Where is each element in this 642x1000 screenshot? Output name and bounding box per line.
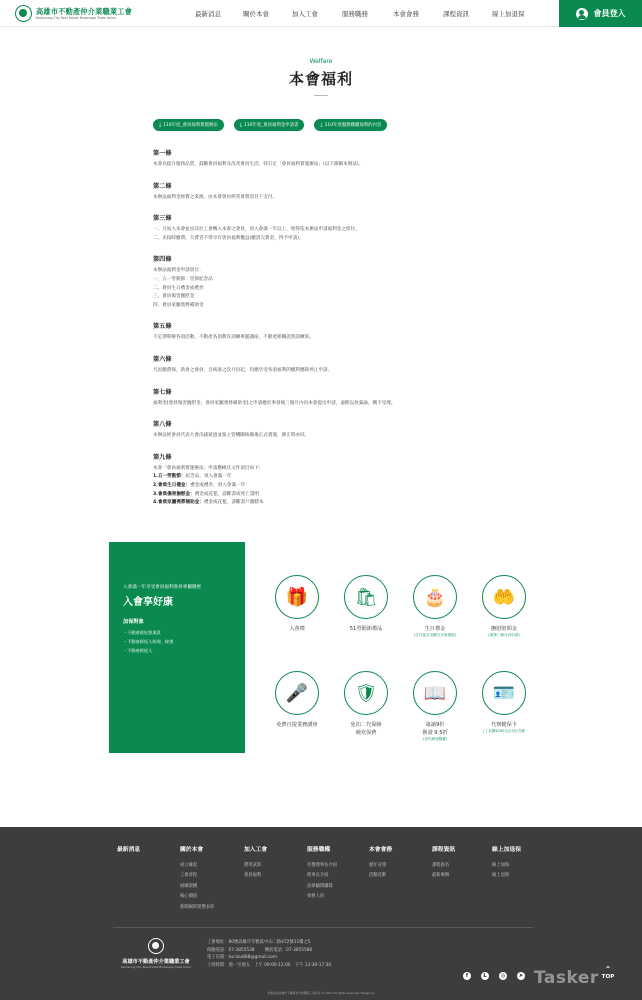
footer-col-about: 關於本會 成立緣起 工會章程 組織架構 核心價值 新聞稿與榮譽表彰	[180, 844, 214, 913]
footer-logo: 高雄市不動產仲介業職業工會 Kaohsiung City Real Estate Brokerage Trade Union	[117, 938, 195, 969]
article	[153, 452, 493, 508]
nav-join[interactable]: 加入工會	[292, 10, 318, 18]
article-heading: 第二條	[153, 182, 172, 190]
footer-link[interactable]: 課程報名	[432, 863, 450, 868]
footer-link[interactable]: 線上加保	[492, 863, 510, 868]
copyright-text: 本網站為高雄市不動產仲介業職業工會所有 © 2021 All rights reserved. Design by	[267, 991, 375, 995]
nav-courses[interactable]: 課程資訊	[443, 10, 469, 18]
footer-link[interactable]: 組織架構	[180, 883, 198, 889]
article	[153, 254, 493, 310]
target-item: ・不動產經紀營業員	[123, 630, 161, 635]
download-icon: ⤓	[320, 122, 323, 128]
target-heading: 加保對象	[123, 619, 144, 625]
telegram-icon[interactable]: ➤	[518, 973, 524, 979]
article-heading: 第三條	[153, 215, 172, 223]
download-buttons	[153, 119, 387, 131]
back-to-top-button[interactable]: ⌃ TOP	[596, 966, 620, 980]
article-list-item: 1.五一勞動節：紀念品，須入會滿一年	[153, 474, 232, 480]
footer-link-news[interactable]: 最新消息	[117, 847, 141, 853]
tasker-watermark: Tasker	[534, 968, 599, 988]
article-text: 二、未按時繳費、欠費者不得享有會員福利權益(繳清欠費者，得予申請)。	[153, 235, 304, 241]
benefit-insurance: 🛡 免扣二代保險 補充保費	[331, 671, 401, 737]
promo-title: 入會享好康	[123, 597, 173, 608]
footer-link[interactable]: 會員福利	[244, 873, 262, 879]
footer-link[interactable]: 核心價值	[180, 894, 198, 900]
footer-hours: 上班時間：週一至週五 上午 09:00-12:00 下午 13:30-17:30	[207, 962, 332, 968]
site-footer	[0, 827, 642, 1000]
article-heading: 第九條	[153, 453, 172, 461]
footer-contact-info	[207, 939, 331, 969]
footer-link[interactable]: 工會章程	[180, 873, 198, 879]
site-header	[0, 0, 642, 27]
footer-link[interactable]: 活動花絮	[369, 873, 387, 879]
article-text: 二、會員生日禮金或禮券	[153, 285, 204, 291]
footer-col-affairs: 本會會務 歷年宣導 活動花絮	[369, 844, 392, 882]
article-text: 福利金[會員傷害撫慰金、會員家屬喪葬補助金]之申請應於事發後三個月內向本會提出申請，逾期以放棄論，概不受理。	[153, 400, 396, 406]
podium-icon: 🎤	[275, 671, 319, 715]
social-links	[463, 972, 525, 980]
article	[153, 354, 493, 376]
logo-subtitle: Kaohsiung City Real Estate Brokerage Trade Union	[36, 16, 117, 20]
user-icon	[576, 8, 588, 20]
article-heading: 第一條	[153, 150, 172, 157]
footer-link[interactable]: 最新專輯	[432, 873, 450, 879]
footer-link[interactable]: 會務人員	[307, 894, 325, 900]
article	[153, 213, 493, 243]
footer-col-services: 服務職權 名譽理事長介紹 理事長介紹 法律顧問團隊 會務人員	[307, 844, 337, 903]
footer-col-courses: 課程資訊 課程報名 最新專輯	[432, 844, 455, 882]
article-heading: 第七條	[153, 388, 172, 396]
article	[153, 148, 493, 170]
footer-divider	[113, 927, 533, 928]
union-logo-icon	[148, 938, 164, 954]
article-list-item: 4.會員家屬喪葬補助金：禮金或花籃，診斷書戶籍謄本	[153, 500, 264, 506]
download-button-welfare-rules[interactable]: ⤓ 110年度_會員福利實施辦法	[153, 119, 224, 131]
footer-link[interactable]: 線上退保	[492, 873, 510, 879]
footer-email[interactable]: 電子信箱：ksciou888@gmail.com	[207, 955, 278, 961]
page-title: 本會福利	[288, 70, 353, 88]
benefit-birthday: 🎂 生日禮金 (生日當月至隔月月底領取)	[400, 575, 470, 638]
union-logo-icon	[15, 5, 32, 22]
instagram-icon[interactable]: ◎	[500, 973, 506, 979]
shopping-bag-icon: 🛍	[344, 575, 388, 619]
target-item: ・不動產經紀人助理、秘書	[123, 639, 174, 644]
article-text: 不定期舉辦各項活動，不動產各項教育訓練專題講座，不動產相關證照訓練班。	[153, 335, 314, 341]
footer-link[interactable]: 新聞稿與榮譽表彰	[180, 904, 215, 910]
article	[153, 321, 493, 343]
page-eyebrow: Welfare	[309, 58, 333, 65]
footer-address: 工會地址：80號高雄市苓雅區中山二路472號11樓之5	[207, 940, 311, 945]
member-login-button[interactable]	[559, 0, 642, 27]
article-heading: 第八條	[153, 421, 172, 429]
benefit-consolation: 🤲 撫慰賠問金 (事發三個月內申請)	[469, 575, 539, 638]
title-divider	[314, 95, 328, 96]
footer-link[interactable]: 歷年宣導	[369, 863, 387, 868]
article	[153, 419, 493, 441]
download-icon: ⤓	[239, 122, 242, 128]
article	[153, 387, 493, 409]
article-text: 一、五一勞動節：里節紀念品	[153, 276, 213, 282]
article-text: 本會「會員福利實施辦法」申請應檢具文件項目如下:	[153, 465, 261, 471]
gift-icon: 🎁	[275, 575, 319, 619]
footer-link[interactable]: 費用試算	[244, 863, 262, 868]
article-text: 凡因繳費保，新會之會員，自核准之次月份起，均應享受各項福利的權利應缺停止申請。	[153, 367, 333, 373]
article-text: 本辦法福利金申請項目：	[153, 268, 204, 274]
benefit-labor-day: 🛍 51勞動節禮品	[331, 575, 401, 633]
article-text: 三、會員傷害撫慰金	[153, 294, 195, 300]
logo-title: 高雄市不動產仲介業職業工會	[36, 7, 133, 16]
footer-col-insurance: 線上加退保 線上加保 線上退保	[492, 844, 521, 882]
footer-col-news	[117, 844, 140, 861]
nav-services[interactable]: 服務職務	[342, 10, 368, 18]
article-heading: 第六條	[153, 355, 172, 363]
chevron-up-icon: ⌃	[604, 965, 612, 974]
birthday-cake-icon: 🎂	[413, 575, 457, 619]
line-icon[interactable]: L	[481, 972, 489, 980]
id-card-icon: 🪪	[482, 671, 526, 715]
book-icon: 📖	[413, 671, 457, 715]
article-text: 本辦法福利金經費之來源，由本會會員經常會費項目下支付。	[153, 194, 278, 200]
benefit-join-gift: 🎁 入會禮	[262, 575, 332, 633]
facebook-icon[interactable]: f	[463, 972, 471, 980]
nav-insurance[interactable]: 線上加退保	[492, 10, 525, 18]
article-list-item: 3.會員傷害撫慰金：禮金或花籃，診斷書或死亡證明	[153, 491, 260, 497]
footer-link[interactable]: 理事長介紹	[307, 873, 329, 879]
footer-link[interactable]: 成立緣起	[180, 863, 198, 868]
welfare-benefits-section	[109, 542, 531, 753]
care-hands-icon: 🤲	[482, 575, 526, 619]
benefit-license-discount: 📖 築讀9折 換證 9.5折 (含代辦登錄費)	[400, 671, 470, 742]
article	[153, 181, 493, 203]
download-button-service-content[interactable]: ⤓ 110年度服務職權福利的內容	[314, 119, 387, 131]
benefit-free-lecture: 🎤 免費自提業務講座	[262, 671, 332, 729]
site-logo[interactable]	[15, 5, 132, 22]
benefit-health-card: 🪪 代辦健保卡 (工本費$200元自付)/含郵	[469, 671, 539, 734]
login-label: 會員登入	[593, 9, 626, 18]
main-nav	[195, 9, 532, 18]
article-text: 四、會員家屬喪葬補助金	[153, 302, 204, 308]
footer-col-join: 加入工會 費用試算 會員福利	[244, 844, 267, 882]
footer-phone: 保險電話：07-3855538 傳真電話：07-3855586	[207, 947, 313, 953]
download-button-application[interactable]: ⤓ 110年度_會員福利金申請書	[234, 119, 305, 131]
welfare-promo-panel	[109, 542, 245, 753]
article-heading: 第四條	[153, 256, 172, 264]
footer-link[interactable]: 名譽理事長介紹	[307, 863, 338, 868]
footer-link[interactable]: 法律顧問團隊	[307, 883, 333, 889]
welfare-articles	[153, 148, 493, 519]
promo-subtitle: 入會滿一年享受會員福利會員專屬優惠	[123, 585, 202, 590]
download-icon: ⤓	[159, 122, 162, 128]
article-list-item: 2.會員生日禮金：禮金或禮券，須入會滿一年	[153, 482, 246, 488]
article-text: 本辦法經會員代表大會決議通過並報主管機關核備後正式實施，修正時亦同。	[153, 433, 310, 439]
nav-affairs[interactable]: 本會會務	[393, 10, 419, 18]
nav-about[interactable]: 關於本會	[243, 10, 269, 18]
target-item: ・不動產經紀人	[123, 648, 153, 653]
article-text: 本會為提升服務品質，鼓勵會員福利及改善會員生活，特訂定「會員福利實施辦法」(以下簡稱本辦法)。	[153, 162, 364, 167]
nav-news[interactable]: 最新消息	[195, 10, 221, 18]
insurance-shield-icon: 🛡	[344, 671, 388, 715]
article-heading: 第五條	[153, 323, 172, 331]
article-text: 一、凡加入本會並由其於工會轉入本會之會員，須入會滿一年以上，始得依本辦法申請福利金之給付。	[153, 227, 360, 233]
